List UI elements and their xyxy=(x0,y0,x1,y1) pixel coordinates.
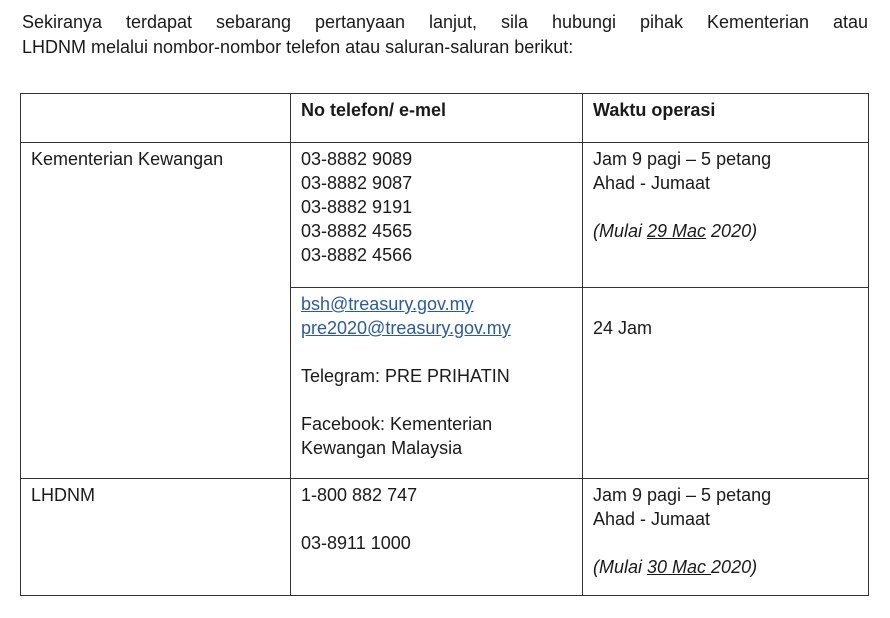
hours-line-1: Jam 9 pagi – 5 petang xyxy=(593,485,772,505)
start-date: 29 Mac xyxy=(647,221,707,241)
hours-cell-online xyxy=(583,288,869,479)
start-date-note: (Mulai 30 Mac 2020) xyxy=(593,557,758,577)
org-name-lhdnm: LHDNM xyxy=(31,485,96,505)
table-row-lhdnm xyxy=(21,479,869,596)
org-cell-kementerian xyxy=(21,143,291,479)
header-cell-organization xyxy=(21,94,291,143)
start-date: 30 Mac xyxy=(647,557,712,577)
intro-paragraph xyxy=(22,10,868,60)
hours-line-2: Ahad - Jumaat xyxy=(593,173,711,193)
phone-number: 03-8882 9087 xyxy=(301,173,413,193)
header-cell-hours: Waktu operasi xyxy=(583,94,869,143)
intro-line-1: Sekiranya terdapat sebarang pertanyaan lanjut, sila hubungi pihak Kementerian atau xyxy=(22,12,868,32)
phone-number: 03-8882 4566 xyxy=(301,245,413,265)
hours-cell-lhdnm xyxy=(583,479,869,596)
phone-number: 03-8882 4565 xyxy=(301,221,413,241)
hours-cell-kementerian xyxy=(583,143,869,288)
email-link-bsh[interactable]: bsh@treasury.gov.my xyxy=(301,294,474,314)
phone-number: 1-800 882 747 xyxy=(301,485,418,505)
header-cell-contact: No telefon/ e-mel xyxy=(291,94,583,143)
intro-line-2: LHDNM melalui nombor-nombor telefon atau saluran-saluran berikut: xyxy=(22,37,574,57)
phones-cell-lhdnm xyxy=(291,479,583,596)
start-date-note: (Mulai 29 Mac 2020) xyxy=(593,221,758,241)
facebook-text-line-2: Kewangan Malaysia xyxy=(301,438,463,458)
org-name-kementerian: Kementerian Kewangan xyxy=(31,149,224,169)
phones-cell-kementerian xyxy=(291,143,583,288)
phone-number: 03-8882 9191 xyxy=(301,197,413,217)
hours-24: 24 Jam xyxy=(593,318,653,338)
hours-line-1: Jam 9 pagi – 5 petang xyxy=(593,149,772,169)
contact-table xyxy=(20,93,869,596)
hours-line-2: Ahad - Jumaat xyxy=(593,509,711,529)
facebook-text-line-1: Facebook: Kementerian xyxy=(301,414,493,434)
org-cell-lhdnm xyxy=(21,479,291,596)
phone-number: 03-8911 1000 xyxy=(301,533,411,553)
table-header-row xyxy=(21,94,869,143)
email-link-pre2020[interactable]: pre2020@treasury.gov.my xyxy=(301,318,511,338)
telegram-text: Telegram: PRE PRIHATIN xyxy=(301,366,510,386)
table-row-kementerian-phones xyxy=(21,143,869,288)
phone-number: 03-8882 9089 xyxy=(301,149,413,169)
online-cell-kementerian xyxy=(291,288,583,479)
